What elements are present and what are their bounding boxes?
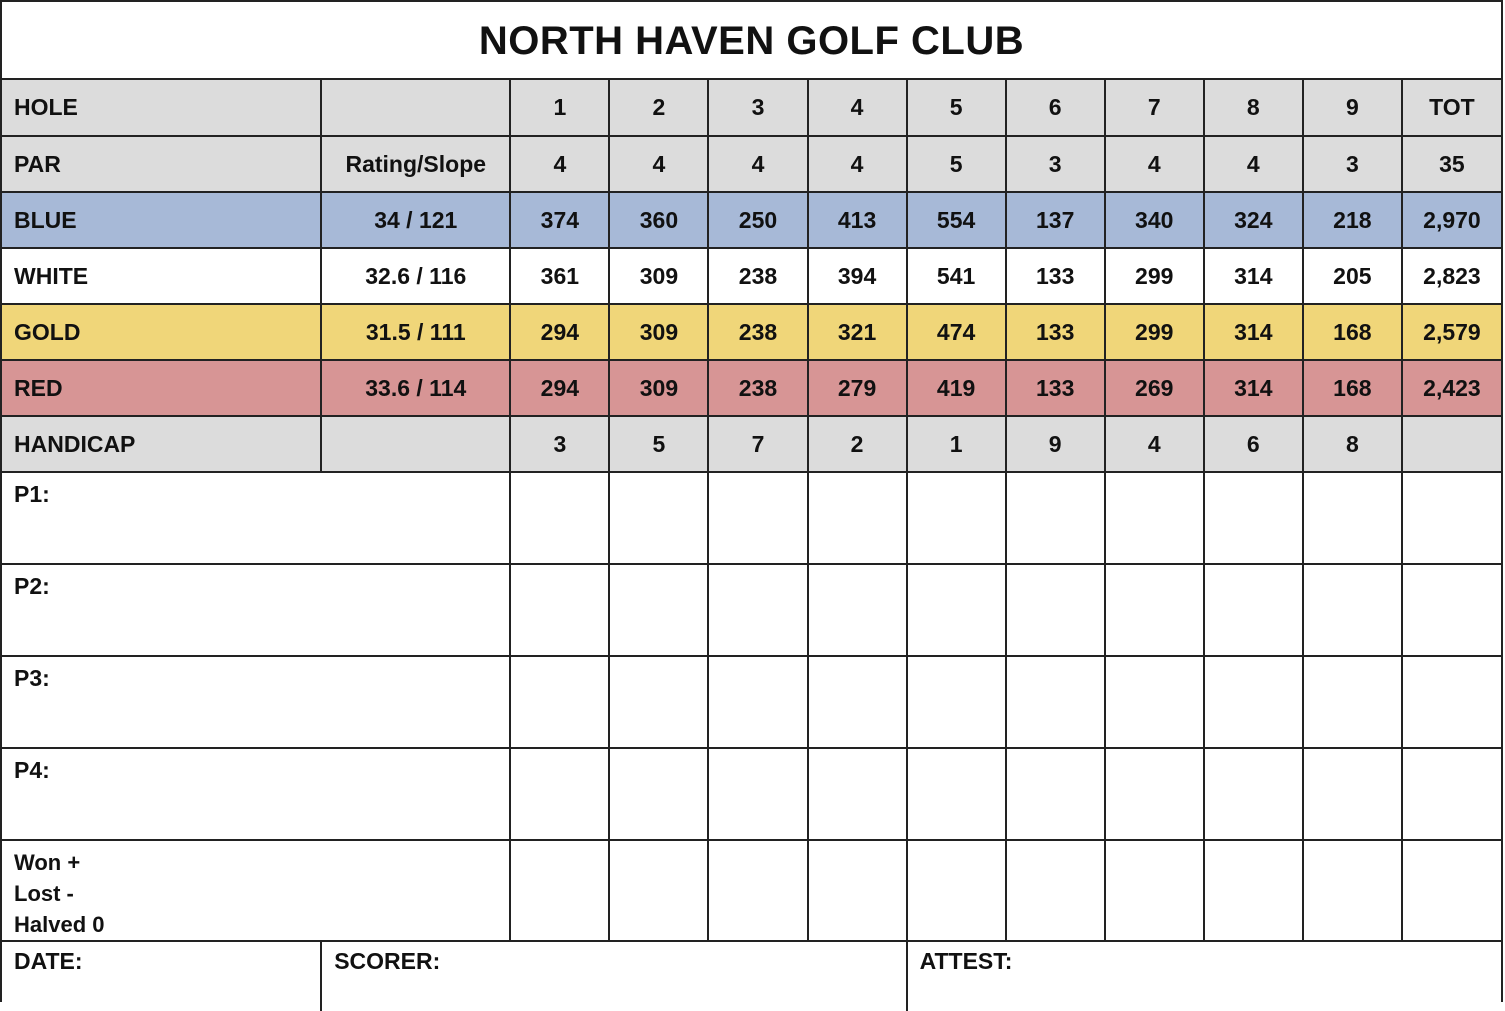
score-total-cell[interactable] — [1402, 472, 1501, 564]
tee-name: WHITE — [2, 248, 321, 304]
tee-name: RED — [2, 360, 321, 416]
tee-row-red — [2, 360, 1501, 416]
score-cell[interactable] — [510, 748, 609, 840]
match-cell[interactable] — [1006, 840, 1105, 941]
match-cell[interactable] — [609, 840, 708, 941]
player-name-cell[interactable]: P3: — [2, 656, 510, 748]
hole-number: 6 — [1006, 80, 1105, 136]
tee-rating: 34 / 121 — [321, 192, 510, 248]
hole-number: 5 — [907, 80, 1006, 136]
score-cell[interactable] — [1303, 472, 1402, 564]
hole-number: 4 — [808, 80, 907, 136]
tee-total: 2,423 — [1402, 360, 1501, 416]
player-row-p1 — [2, 472, 1501, 564]
score-cell[interactable] — [808, 656, 907, 748]
player-name-cell[interactable]: P4: — [2, 748, 510, 840]
score-cell[interactable] — [609, 472, 708, 564]
tee-yardage: 309 — [609, 360, 708, 416]
par-value: 4 — [1105, 136, 1204, 192]
tee-yardage: 340 — [1105, 192, 1204, 248]
tee-yardage: 419 — [907, 360, 1006, 416]
par-value: 4 — [609, 136, 708, 192]
hole-number: 3 — [708, 80, 807, 136]
match-cell[interactable] — [1303, 840, 1402, 941]
handicap-row — [2, 416, 1501, 472]
tee-yardage: 309 — [609, 248, 708, 304]
match-result-row — [2, 840, 1501, 941]
score-cell[interactable] — [1006, 472, 1105, 564]
tee-yardage: 554 — [907, 192, 1006, 248]
hole-number: 8 — [1204, 80, 1303, 136]
score-cell[interactable] — [808, 472, 907, 564]
tee-yardage: 133 — [1006, 248, 1105, 304]
hole-label: HOLE — [2, 80, 321, 136]
tee-yardage: 299 — [1105, 248, 1204, 304]
score-cell[interactable] — [609, 748, 708, 840]
score-cell[interactable] — [907, 656, 1006, 748]
par-value: 3 — [1303, 136, 1402, 192]
tee-yardage: 299 — [1105, 304, 1204, 360]
score-cell[interactable] — [609, 564, 708, 656]
tee-yardage: 361 — [510, 248, 609, 304]
tee-yardage: 238 — [708, 304, 807, 360]
score-cell[interactable] — [1204, 472, 1303, 564]
hole-blank-cell — [321, 80, 510, 136]
score-cell[interactable] — [1204, 748, 1303, 840]
tee-rating: 33.6 / 114 — [321, 360, 510, 416]
score-cell[interactable] — [1204, 656, 1303, 748]
tee-yardage: 314 — [1204, 360, 1303, 416]
player-name-cell[interactable]: P1: — [2, 472, 510, 564]
handicap-value: 6 — [1204, 416, 1303, 472]
handicap-value: 8 — [1303, 416, 1402, 472]
par-row — [2, 136, 1501, 192]
par-value: 4 — [708, 136, 807, 192]
handicap-label: HANDICAP — [2, 416, 321, 472]
score-cell[interactable] — [708, 564, 807, 656]
score-cell[interactable] — [510, 564, 609, 656]
handicap-value: 4 — [1105, 416, 1204, 472]
rating-slope-header: Rating/Slope — [321, 136, 510, 192]
match-cell[interactable] — [1204, 840, 1303, 941]
legend-won: Won + — [14, 850, 81, 875]
tee-yardage: 294 — [510, 360, 609, 416]
tee-row-white — [2, 248, 1501, 304]
tee-yardage: 374 — [510, 192, 609, 248]
tee-yardage: 238 — [708, 360, 807, 416]
score-cell[interactable] — [510, 472, 609, 564]
tee-yardage: 137 — [1006, 192, 1105, 248]
score-cell[interactable] — [708, 472, 807, 564]
match-cell[interactable] — [510, 840, 609, 941]
score-total-cell[interactable] — [1402, 748, 1501, 840]
scorecard-table — [2, 80, 1501, 1011]
club-title: NORTH HAVEN GOLF CLUB — [2, 2, 1501, 80]
tee-name: BLUE — [2, 192, 321, 248]
score-cell[interactable] — [1303, 748, 1402, 840]
tee-total: 2,970 — [1402, 192, 1501, 248]
score-cell[interactable] — [1105, 656, 1204, 748]
tee-rating: 31.5 / 111 — [321, 304, 510, 360]
handicap-value: 9 — [1006, 416, 1105, 472]
tee-row-gold — [2, 304, 1501, 360]
handicap-blank-cell — [321, 416, 510, 472]
score-cell[interactable] — [708, 748, 807, 840]
tee-yardage: 474 — [907, 304, 1006, 360]
tee-total: 2,579 — [1402, 304, 1501, 360]
tee-yardage: 360 — [609, 192, 708, 248]
tee-rating: 32.6 / 116 — [321, 248, 510, 304]
match-total-cell[interactable] — [1402, 840, 1501, 941]
score-cell[interactable] — [510, 656, 609, 748]
player-row-p2 — [2, 564, 1501, 656]
total-header: TOT — [1402, 80, 1501, 136]
score-cell[interactable] — [1105, 472, 1204, 564]
par-value: 4 — [808, 136, 907, 192]
par-value: 4 — [1204, 136, 1303, 192]
tee-yardage: 168 — [1303, 360, 1402, 416]
score-cell[interactable] — [609, 656, 708, 748]
tee-name: GOLD — [2, 304, 321, 360]
hole-number: 2 — [609, 80, 708, 136]
tee-yardage: 294 — [510, 304, 609, 360]
hole-row — [2, 80, 1501, 136]
tee-yardage: 413 — [808, 192, 907, 248]
tee-yardage: 314 — [1204, 304, 1303, 360]
tee-yardage: 314 — [1204, 248, 1303, 304]
score-cell[interactable] — [907, 748, 1006, 840]
tee-yardage: 309 — [609, 304, 708, 360]
tee-yardage: 133 — [1006, 360, 1105, 416]
par-label: PAR — [2, 136, 321, 192]
tee-yardage: 205 — [1303, 248, 1402, 304]
tee-yardage: 321 — [808, 304, 907, 360]
score-cell[interactable] — [1105, 564, 1204, 656]
score-cell[interactable] — [1105, 748, 1204, 840]
handicap-value: 5 — [609, 416, 708, 472]
match-cell[interactable] — [808, 840, 907, 941]
scorer-field[interactable]: SCORER: — [321, 941, 906, 1011]
legend-lost: Lost - — [14, 881, 74, 906]
score-cell[interactable] — [1006, 748, 1105, 840]
score-total-cell[interactable] — [1402, 564, 1501, 656]
score-cell[interactable] — [808, 564, 907, 656]
match-cell[interactable] — [1105, 840, 1204, 941]
handicap-total-blank — [1402, 416, 1501, 472]
tee-row-blue — [2, 192, 1501, 248]
tee-yardage: 250 — [708, 192, 807, 248]
score-cell[interactable] — [1303, 564, 1402, 656]
attest-field[interactable]: ATTEST: — [907, 941, 1501, 1011]
score-cell[interactable] — [808, 748, 907, 840]
match-cell[interactable] — [907, 840, 1006, 941]
par-value: 5 — [907, 136, 1006, 192]
tee-yardage: 269 — [1105, 360, 1204, 416]
score-total-cell[interactable] — [1402, 656, 1501, 748]
handicap-value: 1 — [907, 416, 1006, 472]
hole-number: 9 — [1303, 80, 1402, 136]
score-cell[interactable] — [1303, 656, 1402, 748]
match-cell[interactable] — [708, 840, 807, 941]
player-row-p4 — [2, 748, 1501, 840]
par-value: 4 — [510, 136, 609, 192]
date-field[interactable]: DATE: — [2, 941, 321, 1011]
score-cell[interactable] — [708, 656, 807, 748]
score-cell[interactable] — [907, 564, 1006, 656]
handicap-value: 3 — [510, 416, 609, 472]
player-name-cell[interactable]: P2: — [2, 564, 510, 656]
tee-total: 2,823 — [1402, 248, 1501, 304]
legend-halved: Halved 0 — [14, 912, 105, 937]
handicap-value: 7 — [708, 416, 807, 472]
tee-yardage: 324 — [1204, 192, 1303, 248]
score-cell[interactable] — [907, 472, 1006, 564]
tee-yardage: 279 — [808, 360, 907, 416]
hole-number: 7 — [1105, 80, 1204, 136]
tee-yardage: 168 — [1303, 304, 1402, 360]
tee-yardage: 133 — [1006, 304, 1105, 360]
tee-yardage: 238 — [708, 248, 807, 304]
tee-yardage: 541 — [907, 248, 1006, 304]
score-cell[interactable] — [1006, 564, 1105, 656]
signature-row — [2, 941, 1501, 1011]
par-value: 3 — [1006, 136, 1105, 192]
hole-number: 1 — [510, 80, 609, 136]
match-legend — [2, 840, 510, 941]
par-total: 35 — [1402, 136, 1501, 192]
handicap-value: 2 — [808, 416, 907, 472]
score-cell[interactable] — [1006, 656, 1105, 748]
score-cell[interactable] — [1204, 564, 1303, 656]
tee-yardage: 218 — [1303, 192, 1402, 248]
tee-yardage: 394 — [808, 248, 907, 304]
player-row-p3 — [2, 656, 1501, 748]
